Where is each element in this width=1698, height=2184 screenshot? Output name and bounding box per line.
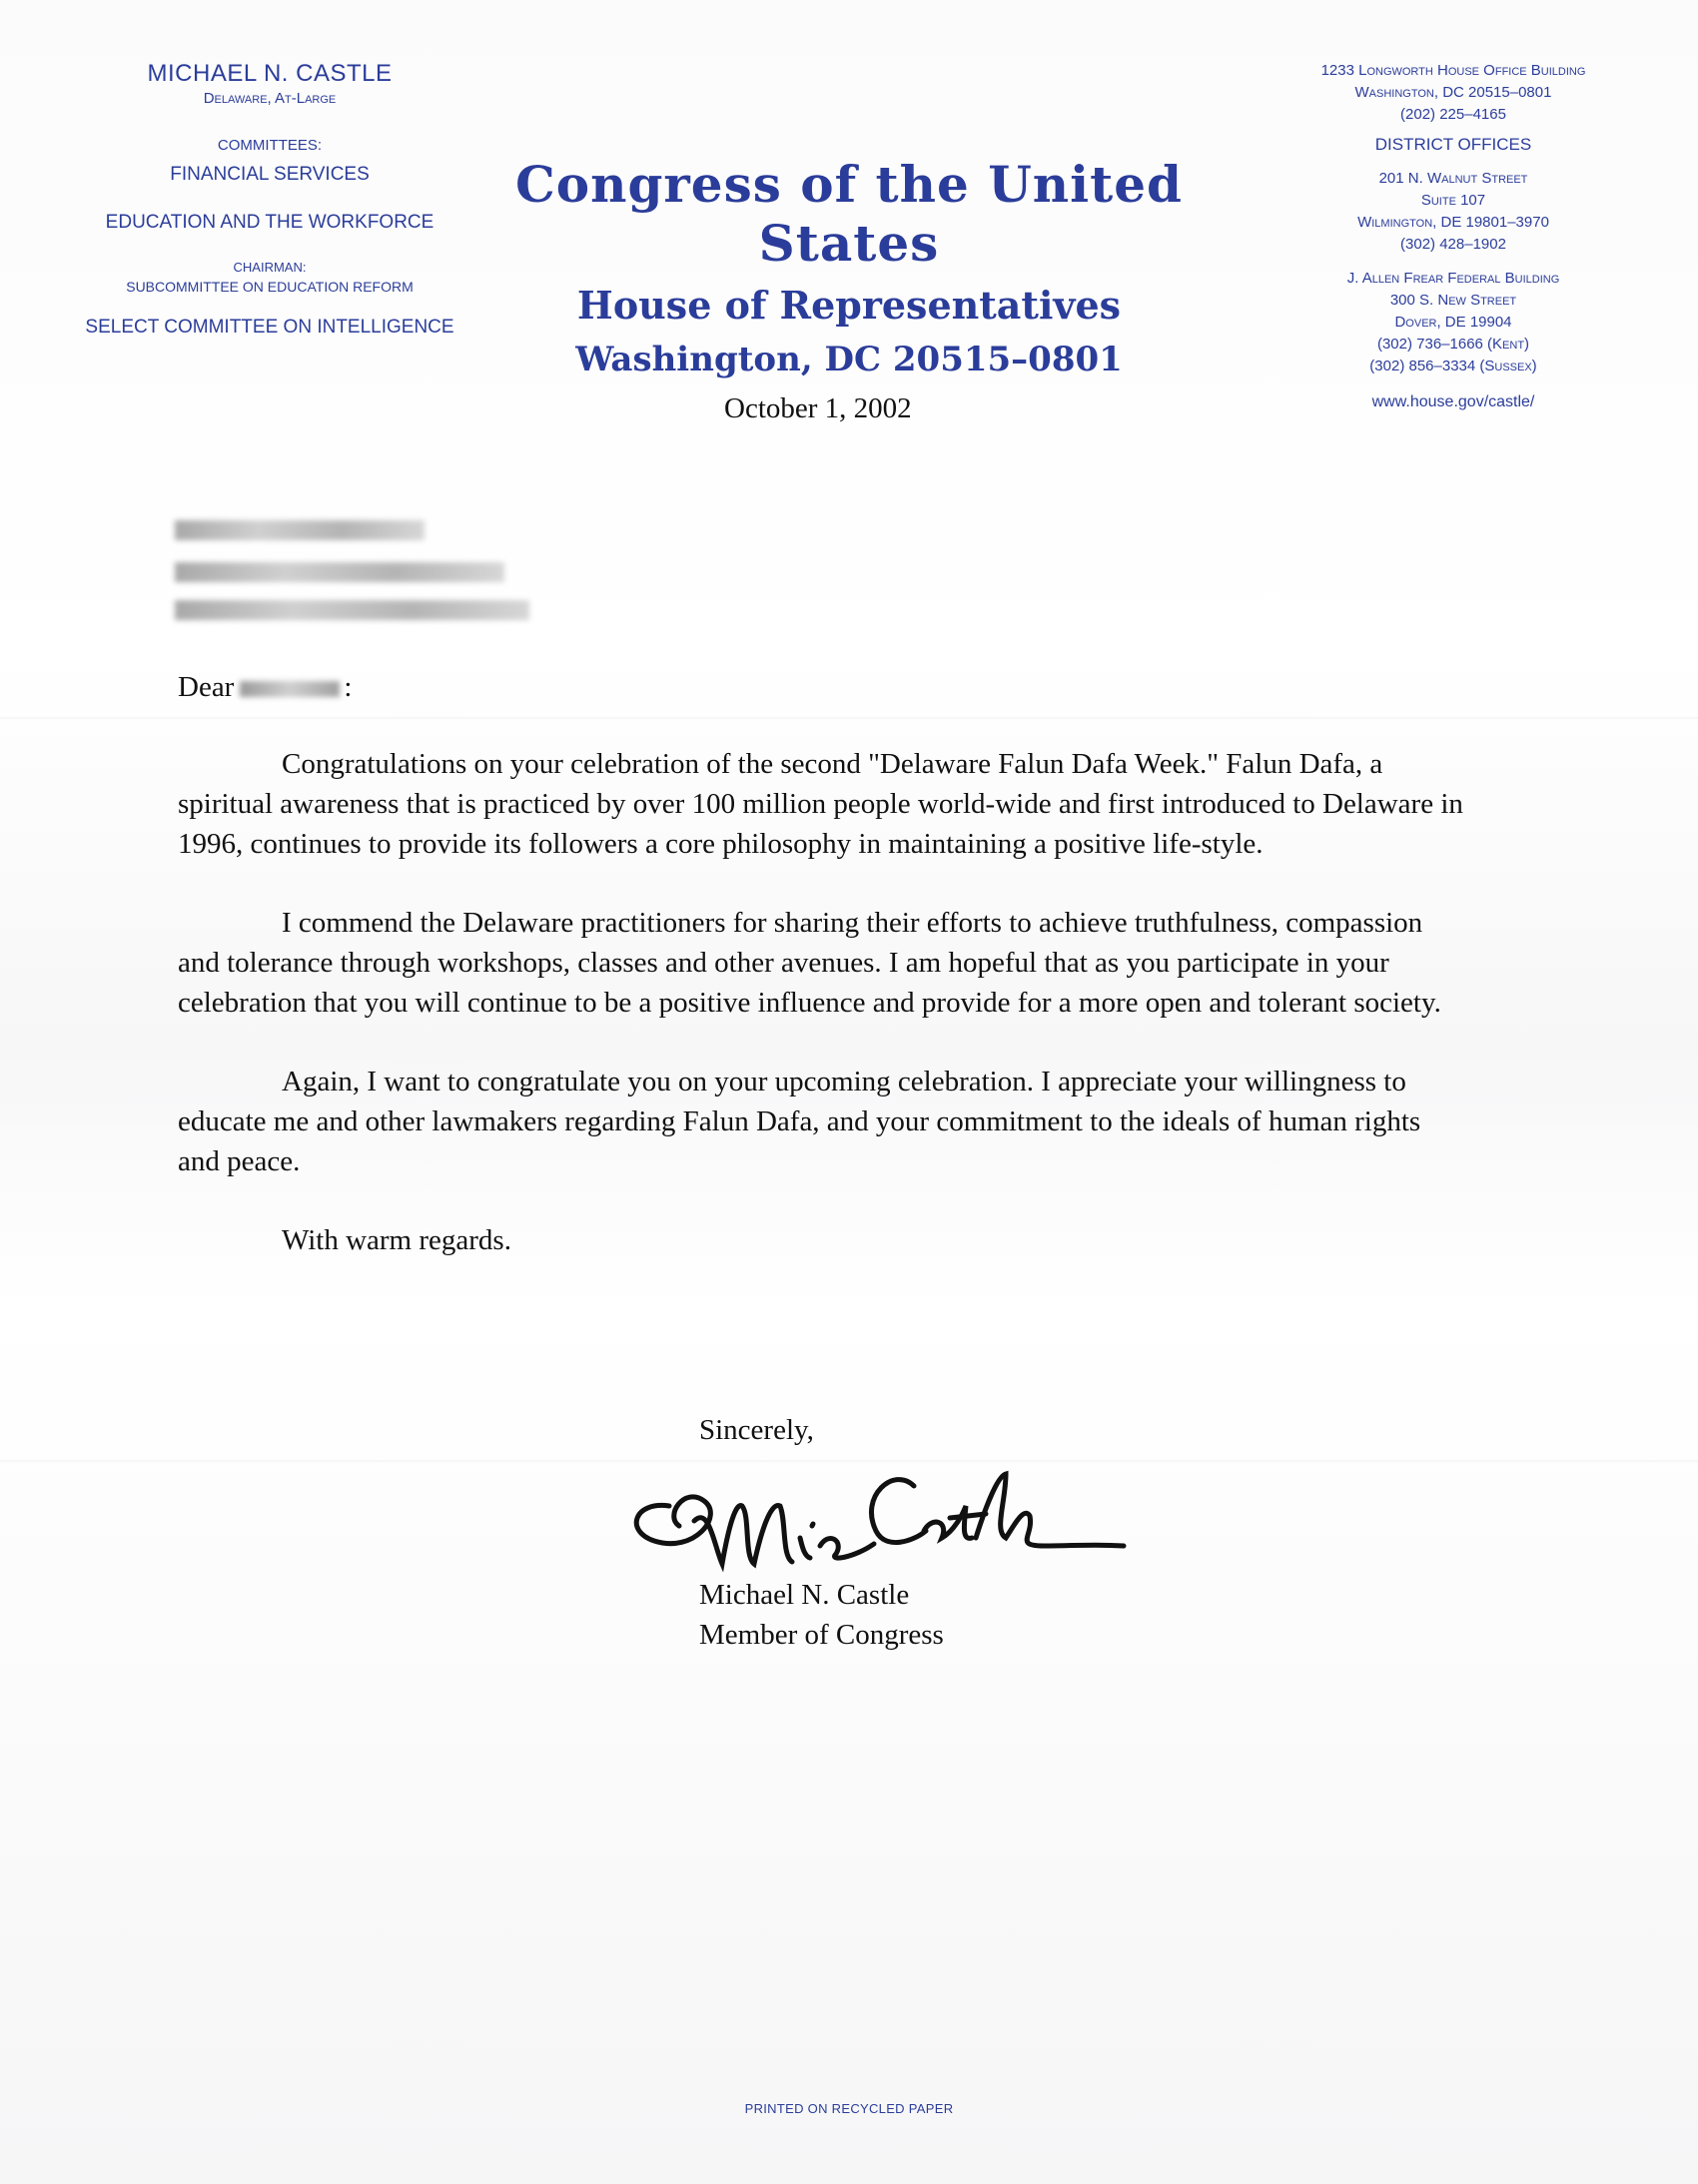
house-title: House of Representatives (576, 283, 1122, 328)
body-paragraph: Congratulations on your celebration of the second "Delaware Falun Dafa Week." Falun Dafa, a spiritual awareness that is practiced by over 100 million people world-wide and first introduced to Delaware in 1996, continues to provide its followers a core philosophy in maintaining a positive life-style. (178, 748, 1463, 860)
dc-office-line2: Washington, DC 20515–0801 (1354, 84, 1552, 101)
redacted-address-line (175, 520, 424, 540)
signer-block (699, 1575, 944, 1655)
dover-line2: 300 S. New Street (1389, 292, 1517, 309)
washington-address: Washington, DC 20515–0801 (575, 340, 1123, 379)
closing: Sincerely, (699, 1414, 814, 1446)
committee-financial-services: FINANCIAL SERVICES (170, 164, 370, 185)
dc-office-line1: 1233 Longworth House Office Building (1320, 62, 1586, 79)
dover-phone-sussex: (302) 856–3334 (Sussex) (1369, 358, 1537, 374)
signer-name: Michael N. Castle (699, 1579, 910, 1611)
handwritten-signature (614, 1446, 1164, 1576)
subcommittee-name: SUBCOMMITTEE ON EDUCATION REFORM (126, 279, 414, 295)
wilmington-line3: Wilmington, DE 19801–3970 (1357, 214, 1549, 231)
recycled-paper-note: PRINTED ON RECYCLED PAPER (744, 2101, 954, 2116)
letterhead-right (1269, 60, 1638, 413)
salutation (178, 671, 352, 704)
fold-line (0, 717, 1698, 720)
letterhead-center (469, 155, 1229, 379)
district-offices-heading: DISTRICT OFFICES (1374, 135, 1532, 154)
redacted-address-line (175, 600, 529, 620)
body-paragraph: I commend the Delaware practitioners for sharing their efforts to achieve truthfulness, compassion and tolerance through workshops, classes and other avenues. I am hopeful that as you participate in your celebration that you will continue to be a positive influence and provide for a more open and tolerant society. (178, 907, 1441, 1019)
salutation-prefix: Dear (178, 671, 235, 703)
wilmington-phone: (302) 428–1902 (1400, 236, 1506, 253)
congress-title: Congress of the United States (514, 155, 1184, 273)
letterhead-left (60, 60, 479, 339)
redacted-address-line (175, 562, 504, 582)
website-link[interactable]: www.house.gov/castle/ (1371, 393, 1535, 410)
member-name: MICHAEL N. CASTLE (147, 60, 393, 87)
chairman-label: CHAIRMAN: (233, 260, 307, 275)
body-paragraph: Again, I want to congratulate you on your upcoming celebration. I appreciate your willingness to educate me and other lawmakers regarding Falun Dafa, and your commitment to the ideals of human rights and peace. (178, 1066, 1421, 1177)
committees-heading: COMMITTEES: (217, 137, 323, 154)
redacted-recipient-name (240, 681, 340, 697)
wilmington-line1: 201 N. Walnut Street (1378, 170, 1528, 187)
dover-line3: Dover, DE 19904 (1394, 314, 1512, 331)
salutation-suffix: : (344, 671, 353, 703)
signer-title: Member of Congress (699, 1619, 944, 1651)
committee-intelligence: SELECT COMMITTEE ON INTELLIGENCE (85, 317, 454, 338)
committee-education-workforce: EDUCATION AND THE WORKFORCE (105, 212, 434, 233)
body-paragraph: With warm regards. (282, 1224, 511, 1256)
letter-body (178, 744, 1466, 1299)
dover-phone-kent: (302) 736–1666 (Kent) (1376, 336, 1530, 353)
letter-date: October 1, 2002 (724, 392, 912, 424)
dc-office-phone: (202) 225–4165 (1400, 106, 1506, 123)
dover-line1: J. Allen Frear Federal Building (1346, 270, 1560, 287)
wilmington-line2: Suite 107 (1420, 192, 1486, 209)
member-district: Delaware, At-Large (203, 90, 337, 107)
